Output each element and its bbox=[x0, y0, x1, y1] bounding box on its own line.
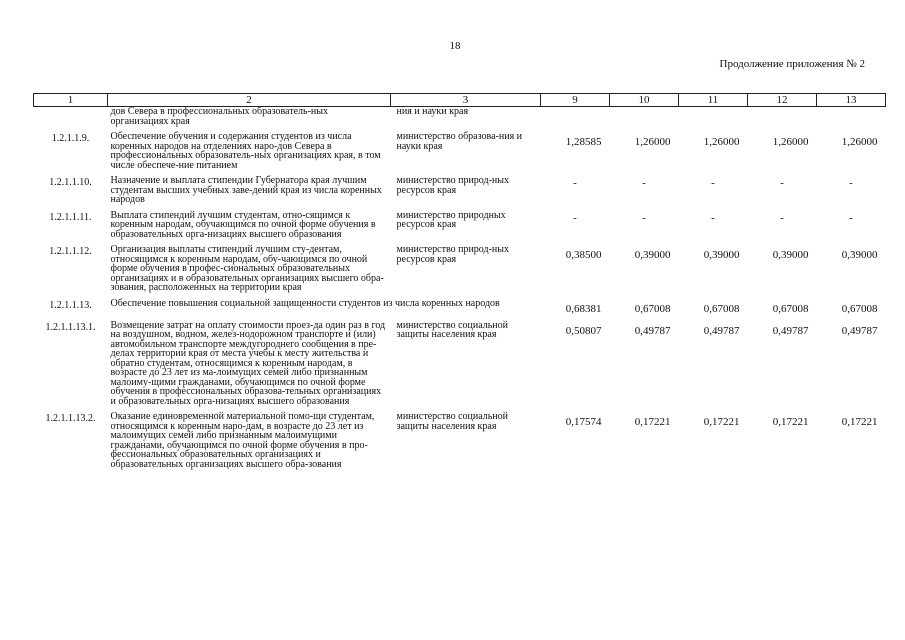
row-description: Назначение и выплата стипендии Губернатора края лучшим студентам высших учебных заве-дений края из числа коренных народов bbox=[110, 175, 382, 205]
value-col-13: 0,67008 bbox=[841, 302, 878, 315]
table-row bbox=[34, 176, 886, 205]
header-cell: 1 bbox=[34, 94, 108, 107]
header-cell: 11 bbox=[679, 94, 748, 107]
row-executor: министерство природ-ных ресурсов края bbox=[396, 244, 509, 265]
row-number: 1.2.1.1.12. bbox=[49, 246, 92, 257]
row-description: Возмещение затрат на оплату стоимости проез-да один раз в год на воздушном, водном, желез-нодорожном транспорте и (или) автомобильном транспорте междугороднего сообщения в пре-делах территории края от места учебы к месту жительства и обратно студентам, относящимся к коренным народам, в возрасте до 23 лет из ма-лоимущих семей либо признанным малоиму-щими гражданами, обучающимся по очной форме обучения в профессиональных образова-тельных организациях и образовательных орга-низациях высшего образования bbox=[110, 319, 386, 407]
value-col-13: 0,39000 bbox=[841, 249, 878, 261]
row-description: Организация выплаты стипендий лучшим сту-дентам, относящимся к коренным народам, обу-чающимся по очной форме обучения в профес-сиональных образовательных организациях и в образовательных организациях высшего обра-зования, расположенных на территории края bbox=[110, 244, 384, 293]
value-col-9: 0,38500 bbox=[565, 249, 602, 261]
value-col-11: - bbox=[711, 177, 715, 189]
value-col-13: 1,26000 bbox=[841, 136, 878, 148]
row-description: Обеспечение повышения социальной защищенности студентов из числа коренных народов bbox=[110, 297, 500, 309]
value-col-10: 0,39000 bbox=[634, 249, 671, 261]
value-col-10: 0,67008 bbox=[634, 302, 671, 315]
value-col-10: 1,26000 bbox=[634, 136, 671, 148]
row-executor: министерство природ-ных ресурсов края bbox=[396, 175, 509, 196]
value-col-11: 0,17221 bbox=[703, 416, 740, 428]
continuation-note: Продолжение приложения № 2 bbox=[719, 58, 865, 70]
row-executor: министерство социальной защиты населения края bbox=[396, 411, 509, 432]
table-row bbox=[34, 299, 886, 315]
header-cell: 13 bbox=[817, 94, 886, 107]
continued-row bbox=[34, 107, 886, 127]
header-cell: 9 bbox=[541, 94, 610, 107]
value-col-10: 0,17221 bbox=[634, 416, 671, 428]
table-row bbox=[34, 245, 886, 293]
value-col-13: - bbox=[849, 211, 853, 224]
value-col-11: 0,67008 bbox=[703, 302, 740, 315]
value-col-11: 0,39000 bbox=[703, 249, 740, 261]
table-row bbox=[34, 321, 886, 407]
row-description: Выплата стипендий лучшим студентам, отно-сящимся к коренным народам, обучающимся по очной форме обучения в образовательных орга-низациях высшего образования bbox=[110, 209, 376, 240]
row-number: 1.2.1.1.9. bbox=[51, 133, 90, 144]
row-number: 1.2.1.1.13.2. bbox=[45, 413, 96, 424]
value-col-9: 1,28585 bbox=[565, 136, 602, 148]
header-cell: 12 bbox=[748, 94, 817, 107]
value-col-9: - bbox=[573, 177, 577, 189]
value-col-9: 0,50807 bbox=[565, 324, 602, 337]
table-row bbox=[34, 132, 886, 170]
value-col-10: - bbox=[642, 177, 646, 189]
row-description: дов Севера в профессиональных образователь-ных организациях края bbox=[110, 106, 328, 127]
value-col-9: 0,17574 bbox=[565, 416, 602, 428]
value-col-9: 0,68381 bbox=[565, 302, 602, 315]
value-col-12: 0,67008 bbox=[772, 302, 809, 315]
header-cell: 3 bbox=[391, 94, 541, 107]
value-col-10: - bbox=[642, 211, 646, 224]
value-col-12: 0,17221 bbox=[772, 416, 809, 428]
value-col-12: 1,26000 bbox=[772, 136, 809, 148]
value-col-12: - bbox=[780, 177, 784, 189]
value-col-13: 0,49787 bbox=[841, 324, 878, 337]
row-description: Обеспечение обучения и содержания студентов из числа коренных народов на отделениях наро-дов Севера в профессиональных образователь-ных организациях края, в том числе обеспече-ние питанием bbox=[110, 131, 381, 171]
value-col-13: 0,17221 bbox=[841, 416, 878, 428]
row-number: 1.2.1.1.10. bbox=[49, 177, 92, 188]
table-row bbox=[34, 211, 886, 240]
value-col-10: 0,49787 bbox=[634, 324, 671, 337]
header-row bbox=[34, 94, 886, 107]
row-executor: министерство социальной защиты населения края bbox=[396, 319, 509, 340]
row-executor: министерство природных ресурсов края bbox=[396, 209, 506, 230]
value-col-11: - bbox=[711, 211, 715, 224]
value-col-11: 0,49787 bbox=[703, 324, 740, 337]
table-row bbox=[34, 412, 886, 469]
appendix-table bbox=[33, 93, 886, 469]
row-description: Оказание единовременной материальной помо-щи студентам, относящимся к коренным наро-дам, в возрасте до 23 лет из малоимущих семей либо признанным малоимущими гражданами, обучающимся по очной форме обучения в про-фессиональных образовательных организациях и образовательных организациях высшего обра-зования bbox=[110, 411, 375, 470]
row-executor: ния и науки края bbox=[396, 106, 469, 117]
page-number: 18 bbox=[449, 40, 461, 52]
value-col-12: - bbox=[780, 211, 784, 224]
row-number: 1.2.1.1.11. bbox=[49, 211, 92, 223]
value-col-13: - bbox=[849, 177, 853, 189]
value-col-12: 0,39000 bbox=[772, 249, 809, 261]
row-number: 1.2.1.1.13.1. bbox=[45, 321, 96, 333]
row-number: 1.2.1.1.13. bbox=[49, 299, 92, 311]
value-col-12: 0,49787 bbox=[772, 324, 809, 337]
header-cell: 2 bbox=[108, 94, 391, 107]
header-cell: 10 bbox=[610, 94, 679, 107]
row-executor: министерство образова-ния и науки края bbox=[396, 131, 523, 152]
value-col-9: - bbox=[573, 211, 577, 224]
value-col-11: 1,26000 bbox=[703, 136, 740, 148]
